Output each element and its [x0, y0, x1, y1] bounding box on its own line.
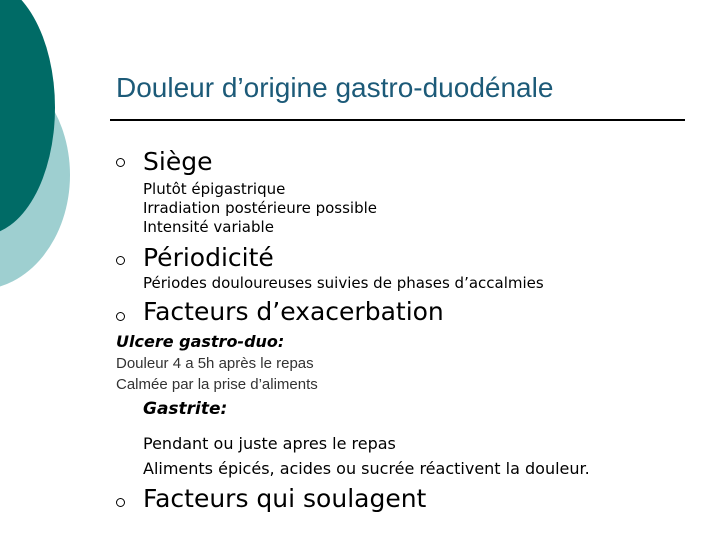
periodicite-line: Périodes douloureuses suivies de phases d’accalmies	[143, 274, 544, 292]
slide-title: Douleur d’origine gastro-duodénale	[116, 72, 554, 103]
title-underline	[110, 119, 685, 121]
gastrite-heading: Gastrite:	[143, 399, 228, 419]
bullet-circle-icon	[116, 256, 125, 265]
bullet-facteurs-soulagent: Facteurs qui soulagent	[143, 484, 427, 513]
siege-line: Irradiation postérieure possible	[143, 199, 378, 217]
bullet-siege: Siège	[143, 147, 213, 176]
gastrite-line: Aliments épicés, acides ou sucrée réactivent la douleur.	[143, 459, 590, 478]
bullet-circle-icon	[116, 158, 125, 167]
bullet-periodicite: Périodicité	[143, 243, 274, 272]
bullet-facteurs-exacerbation: Facteurs d’exacerbation	[143, 297, 444, 326]
ulcere-line: Calmée par la prise d’aliments	[116, 376, 318, 393]
siege-line: Intensité variable	[143, 218, 274, 236]
gastrite-line: Pendant ou juste apres le repas	[143, 434, 396, 453]
siege-line: Plutôt épigastrique	[143, 180, 286, 198]
bullet-circle-icon	[116, 312, 125, 321]
ulcere-heading: Ulcere gastro-duo:	[116, 332, 285, 351]
bullet-circle-icon	[116, 498, 125, 507]
ulcere-line: Douleur 4 a 5h après le repas	[116, 355, 314, 372]
